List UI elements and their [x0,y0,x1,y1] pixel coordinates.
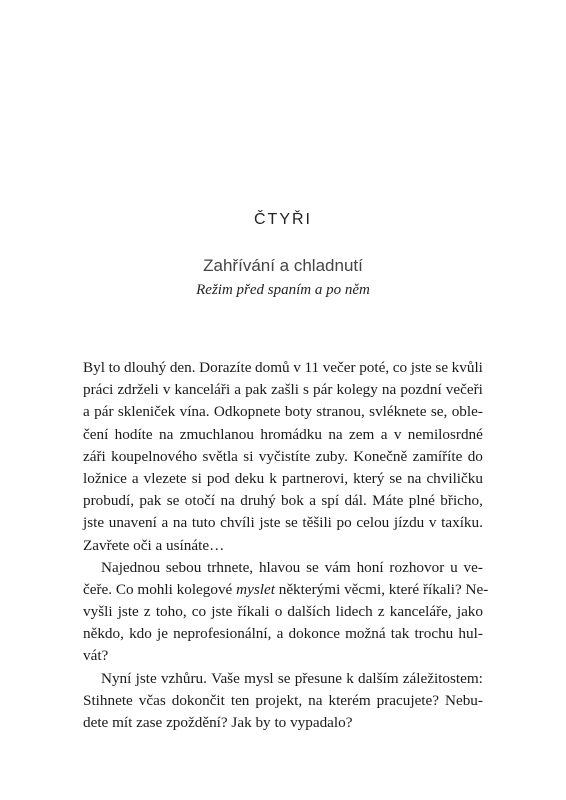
word: oble- [451,403,483,421]
text-line [83,601,483,623]
word: záři [83,447,106,465]
word: probudí, [83,492,135,510]
word: dalších [287,603,331,621]
word: z [143,603,151,621]
word: boty [284,403,312,421]
word: po [336,514,352,532]
word: zuby. [315,447,348,465]
word: v [162,381,171,399]
word: zdrželi [117,381,159,399]
word: záležitostem: [402,669,483,687]
word: tuto [191,514,216,532]
word: jste [211,603,233,621]
word: neprofesionální, [173,625,272,643]
word: tak [390,625,410,643]
word: zmuchlanou [179,425,254,443]
word: lidech [335,603,373,621]
word: Byl [83,359,105,376]
word: Dorazíte [199,359,252,376]
text-line [83,401,483,423]
word: kanceláři [174,381,231,399]
word: pak [245,381,268,399]
word: kdo [129,625,152,643]
word: vlezete [143,469,187,487]
word: u [450,558,458,576]
word: dlouhý [124,359,167,376]
word: se [435,359,449,376]
word: svléknete [369,403,427,421]
word: hlavou [258,558,301,576]
text-line [83,668,483,690]
body-text [83,357,489,734]
word: pár [313,381,333,399]
word: vám [324,558,351,576]
word: se [166,492,180,510]
word: trochu [414,625,454,643]
word: Stihnete [83,691,133,709]
word: jste [83,514,105,532]
word: světla [202,447,238,465]
word: Nyní [101,669,132,687]
word: který [353,469,385,487]
word: den. [169,359,196,376]
word: kanceláře, [389,603,452,621]
word: Odkopnete [213,403,281,421]
chapter-number: ČTYŘI [254,211,312,228]
word: partnerovi, [281,469,349,487]
text-line [83,623,483,645]
word: trhnete, [207,558,254,576]
word: spí [321,492,340,510]
word: projekt, [255,691,303,709]
word: na [308,691,323,709]
word: jste [135,669,157,687]
word: co [392,359,408,376]
word: na [220,492,235,510]
word: na [159,425,174,443]
word: hromádku [260,425,322,443]
text-line [83,446,483,468]
word: a [131,469,139,487]
word: břicho, [440,492,483,510]
word: toho, [155,603,187,621]
word: zamíříte [412,447,463,465]
word: nemilosrdné [407,425,483,443]
word: práci [83,381,114,399]
word: je [157,625,168,643]
word: se [277,669,291,687]
word: možná [345,625,386,643]
word: to [108,359,121,376]
word: a [161,514,169,532]
word: a [309,492,316,510]
word: sebou [165,558,202,576]
word: pak [139,492,162,510]
word: Najednou [101,558,161,576]
word: chviličku [426,469,483,487]
text-line [83,690,483,712]
word: na [381,381,397,399]
word: pár [94,403,114,421]
word: dalším [358,669,399,687]
word: dál. [344,492,367,510]
word: večer [322,359,356,376]
text-line-with-italic [83,579,489,601]
word: unavení [108,514,157,532]
word: večeři [445,381,483,399]
word: vzhůru. [160,669,207,687]
word: se [285,514,298,532]
text-line [83,357,483,379]
word: vyšli [83,603,113,621]
text-segment: některými věcmi, které říkali? Ne- [274,580,489,598]
word: v [293,359,301,376]
word: k [346,669,354,687]
word: někdo, [83,625,124,643]
word: ten [230,691,250,709]
text-line: vát? [83,647,109,665]
word: se [389,469,403,487]
word: ložnice [83,469,127,487]
word: dokončit [171,691,225,709]
word: zem [349,425,375,443]
word: v [393,425,402,443]
word: o [274,603,283,621]
word: stranou, [316,403,365,421]
word: a [234,381,241,399]
word: si [243,447,254,465]
word: druhý [240,492,276,510]
word: a [380,425,388,443]
word: říkali [237,603,270,621]
word: hul- [458,625,483,643]
word: Konečně [353,447,408,465]
text-line [83,424,483,446]
word: vína. [179,403,210,421]
word: pozdní [400,381,442,399]
word: celou [356,514,390,532]
word: dokonce [288,625,340,643]
word: na [407,469,422,487]
word: koupelnového [111,447,198,465]
word: 11 [304,359,320,376]
word: chvíli [220,514,255,532]
word: se, [430,403,448,421]
word: honí [356,558,384,576]
word: vyčistíte [258,447,311,465]
word: na [172,514,188,532]
text-line: dete mít zase zpoždění? Jak by to vypadalo? [83,714,353,731]
text-line [83,512,483,534]
word: deku [234,469,265,487]
text-line: Zavřete oči a usínáte… [83,536,225,554]
word: otočí [184,492,216,510]
word: domů [255,359,290,376]
word: jste [410,359,432,376]
word: pracujete? [376,691,440,709]
word: co [191,603,207,621]
word: rozhovor [389,558,445,576]
word: včas [138,691,166,709]
word: a [276,625,284,643]
word: na [328,425,343,443]
word: plné [408,492,435,510]
text-line [83,490,483,512]
word: kolegy [336,381,378,399]
word: jízdu [393,514,425,532]
word: Nebu- [444,691,483,709]
word: jste [259,514,281,532]
word: zašli [271,381,299,399]
word: kterém [328,691,371,709]
word: taxíku. [441,514,483,532]
word: bok [281,492,304,510]
word: z [377,603,385,621]
word: kvůli [451,359,483,376]
text-line [83,468,483,490]
word: s [303,381,309,399]
word: přesune [294,669,342,687]
text-line [83,557,483,579]
word: do [467,447,483,465]
word: k [269,469,277,487]
word: Vaše [211,669,240,687]
word: jste [117,603,139,621]
word: čení [83,425,109,443]
italic-word: myslet [236,580,275,598]
word: si [191,469,202,487]
word: Máte [372,492,404,510]
chapter-subtitle: Režim před spaním a po něm [196,282,370,298]
text-line [83,379,483,401]
word: poté, [359,359,390,376]
chapter-title: Zahřívání a chladnutí [203,256,363,275]
word: mysl [244,669,274,687]
word: hodíte [114,425,153,443]
word: a [83,403,90,421]
word: pod [206,469,230,487]
word: v [428,514,437,532]
word: jako [456,603,483,621]
word: ve- [463,558,483,576]
text-segment: čeře. Co mohli kolegové [83,580,237,598]
word: se [306,558,319,576]
word: těšili [302,514,332,532]
word: skleniček [117,403,176,421]
